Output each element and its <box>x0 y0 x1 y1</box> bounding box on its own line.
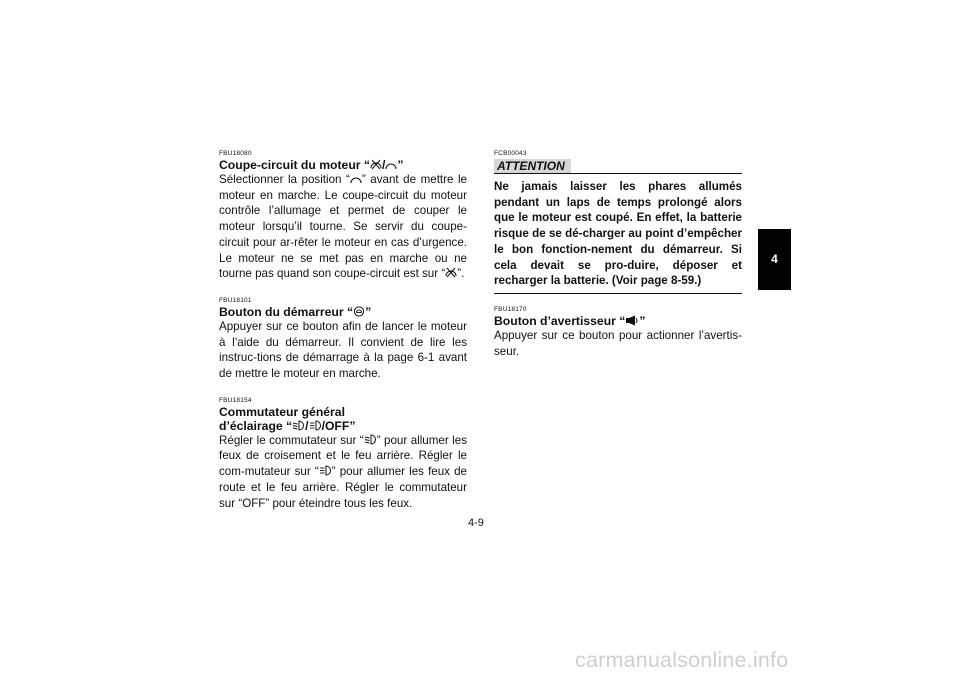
heading-text: Coupe-circuit du moteur “ <box>219 158 370 172</box>
section-heading <box>219 305 467 319</box>
body-text: Sélectionner la position “ <box>219 173 350 186</box>
watermark: carmanualsonline.info <box>575 648 789 672</box>
horn-icon <box>625 315 639 326</box>
caution-text: Ne jamais laisser les phares allumés pendant un laps de temps prolongé alors que le moteur est coupé. En effet, la batterie risque de se dé-charger au point d’empêcher le bon fonction-nement du démarreur. Si cela devait se pro-duire, déposer et recharger la batterie. (Voir page 8-59.) <box>494 180 742 288</box>
left-column <box>219 150 467 526</box>
low-beam-icon <box>364 434 377 445</box>
section-code: FBU18101 <box>219 296 252 304</box>
heading-text: ” <box>365 304 372 319</box>
section-heading <box>219 419 467 433</box>
heading-separator: / <box>305 418 309 433</box>
heading-text: /OFF” <box>321 418 356 433</box>
section-body: Appuyer sur ce bouton afin de lancer le moteur à l’aide du démarreur. Il convient de lire les instruc-tions de démarrage à la page 6-1 avant de mettre le moteur en marche. <box>219 319 467 381</box>
heading-text: Bouton du démarreur “ <box>219 304 354 319</box>
body-text: ”. <box>457 267 465 281</box>
section-heading <box>219 158 467 172</box>
body-text: ” pour allumer les feux de croisement et le feu arrière. Régler le com-mutateur sur “ <box>219 433 467 479</box>
section-light-switch <box>219 397 467 512</box>
section-body <box>219 172 467 282</box>
engine-stop-icon <box>445 267 457 278</box>
low-beam-icon <box>292 420 305 431</box>
heading-text: Bouton d’avertisseur “ <box>494 313 626 328</box>
section-heading <box>494 314 742 328</box>
section-code: FBU18080 <box>219 150 252 157</box>
caution-code: FCB00043 <box>494 150 527 157</box>
section-body: Appuyer sur ce bouton pour actionner l’avertis-seur. <box>494 328 742 358</box>
section-starter-button <box>219 297 467 382</box>
page-number: 4-9 <box>468 517 484 529</box>
body-text: Régler le commutateur sur “ <box>219 433 364 447</box>
right-column <box>494 150 742 374</box>
section-heading: Commutateur général <box>219 404 345 419</box>
caution-header <box>494 159 742 173</box>
caution-box <box>494 150 742 294</box>
section-code: FBU18154 <box>219 396 252 404</box>
section-body <box>219 433 467 512</box>
heading-separator: / <box>382 158 386 172</box>
engine-run-icon <box>350 173 362 184</box>
section-engine-stop <box>219 150 467 282</box>
caution-rule <box>494 173 742 174</box>
section-horn-button <box>494 306 742 359</box>
heading-text: ” <box>397 158 404 172</box>
engine-stop-icon <box>370 159 382 170</box>
high-beam-icon <box>309 420 322 431</box>
chapter-tab: 4 <box>758 229 791 290</box>
body-text: ” avant de mettre le moteur en marche. Le coupe-circuit du moteur contrôle l’allumage et permet de couper le moteur lorsqu’il tourne. Se servir du coupe-circuit pour ar-rêter le moteur en cas d’urgence. Le moteur ne se met pas en marche ou ne tourne pas quand son coupe-circuit est sur “ <box>219 173 467 281</box>
engine-run-icon <box>385 159 397 170</box>
body-text: ” pour allumer les feux de route et le feu arrière. Régler le commutateur sur “OFF” pour éteindre tous les feux. <box>219 465 467 510</box>
starter-icon <box>353 306 365 317</box>
heading-text: ” <box>639 313 646 328</box>
heading-text: d’éclairage “ <box>219 418 293 433</box>
section-code: FBU18170 <box>494 305 527 313</box>
caution-label: ATTENTION <box>494 159 571 173</box>
high-beam-icon <box>319 465 332 476</box>
